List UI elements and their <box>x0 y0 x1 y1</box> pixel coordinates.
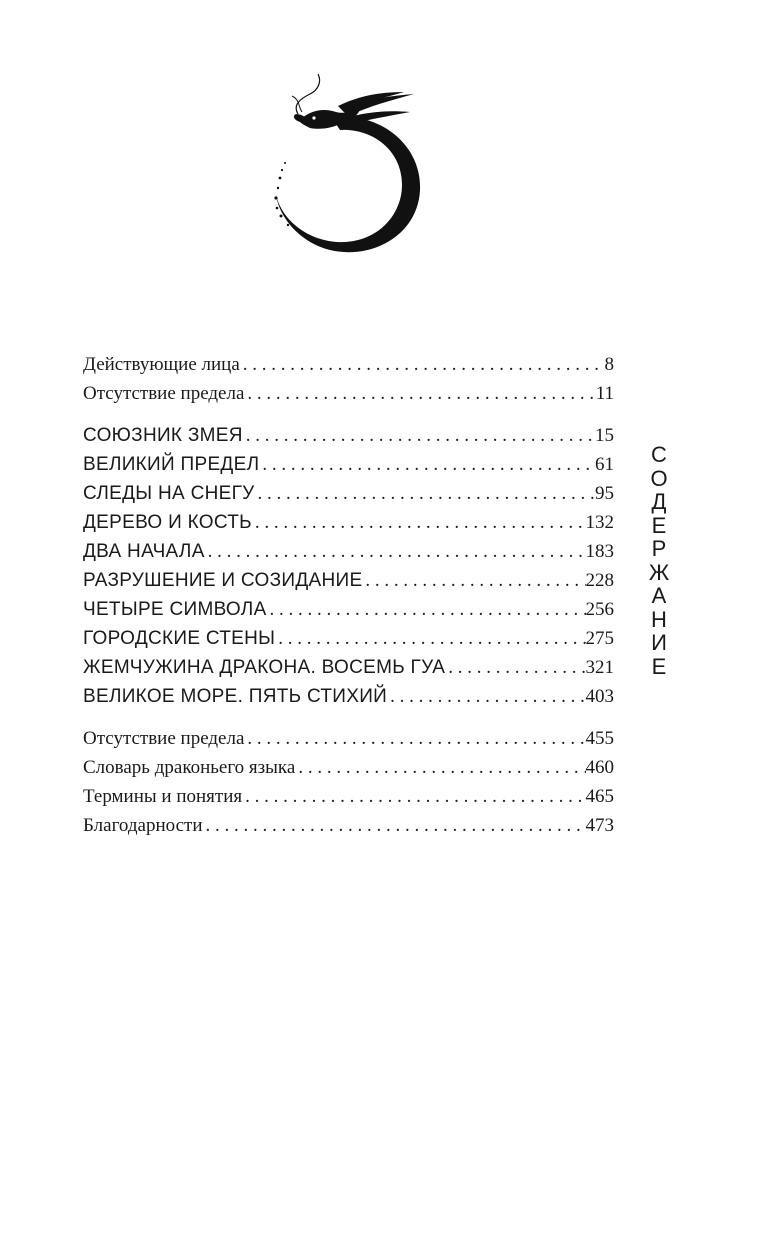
toc-entry-title: ВЕЛИКИЙ ПРЕДЕЛ <box>83 454 260 475</box>
toc-entry[interactable] <box>83 753 614 782</box>
toc-entry[interactable] <box>83 421 614 450</box>
toc-entry-page: 455 <box>585 728 614 749</box>
toc-entry-title: СОЮЗНИК ЗМЕЯ <box>83 425 243 446</box>
toc-entry-page: 11 <box>595 383 614 404</box>
toc-entry[interactable] <box>83 350 614 379</box>
toc-leader-dots <box>203 811 586 840</box>
toc-entry-page: 403 <box>585 686 614 707</box>
toc-entry[interactable] <box>83 566 614 595</box>
toc-entry[interactable] <box>83 479 614 508</box>
toc-back-matter <box>83 724 614 840</box>
toc-entry-title: ЖЕМЧУЖИНА ДРАКОНА. ВОСЕМЬ ГУА <box>83 657 446 678</box>
toc-entry-title: ДВА НАЧАЛА <box>83 541 205 562</box>
table-of-contents <box>83 350 614 840</box>
toc-leader-dots <box>267 595 586 624</box>
toc-entry-page: 473 <box>585 815 614 836</box>
toc-leader-dots <box>387 682 585 711</box>
dragon-ouroboros-icon <box>262 70 432 270</box>
toc-entry-page: 465 <box>585 786 614 807</box>
toc-leader-dots <box>244 724 585 753</box>
toc-entry-title: ЧЕТЫРЕ СИМВОЛА <box>83 599 267 620</box>
toc-leader-dots <box>255 479 595 508</box>
side-title-letter: С <box>651 442 667 467</box>
toc-entry-title: Словарь драконьего языка <box>83 757 296 778</box>
toc-entry[interactable] <box>83 379 614 408</box>
toc-leader-dots <box>252 508 586 537</box>
side-title-letter: О <box>650 465 668 491</box>
side-title-letter: Н <box>651 606 667 632</box>
toc-entry[interactable] <box>83 595 614 624</box>
toc-entry-page: 183 <box>585 541 614 562</box>
toc-leader-dots <box>244 379 595 408</box>
toc-entry-title: ВЕЛИКОЕ МОРЕ. ПЯТЬ СТИХИЙ <box>83 686 388 707</box>
toc-entry[interactable] <box>83 508 614 537</box>
toc-entry-page: 228 <box>585 570 614 591</box>
toc-entry[interactable] <box>83 682 614 711</box>
toc-entry-page: 61 <box>595 454 614 475</box>
toc-leader-dots <box>445 653 585 682</box>
toc-leader-dots <box>259 450 595 479</box>
toc-entry-page: 460 <box>585 757 614 778</box>
toc-entry-title: ГОРОДСКИЕ СТЕНЫ <box>83 628 276 649</box>
side-title-letter: Д <box>651 489 667 514</box>
side-title-letter: Е <box>651 653 667 679</box>
toc-entry-title: ДЕРЕВО И КОСТЬ <box>83 512 252 533</box>
toc-entry-page: 95 <box>595 483 614 504</box>
side-title-letter: Ж <box>648 559 670 585</box>
toc-chapters <box>83 421 614 711</box>
toc-entry[interactable] <box>83 724 614 753</box>
toc-entry[interactable] <box>83 653 614 682</box>
toc-leader-dots <box>362 566 585 595</box>
toc-entry[interactable] <box>83 811 614 840</box>
side-title-letter: А <box>651 583 667 608</box>
toc-entry-title: СЛЕДЫ НА СНЕГУ <box>83 483 255 504</box>
toc-entry-page: 132 <box>585 512 614 533</box>
toc-entry-title: РАЗРУШЕНИЕ И СОЗИДАНИЕ <box>83 570 363 591</box>
toc-entry-page: 275 <box>585 628 614 649</box>
toc-leader-dots <box>243 421 595 450</box>
toc-entry-title: Отсутствие предела <box>83 728 245 749</box>
toc-entry[interactable] <box>83 450 614 479</box>
side-title-letter: Е <box>651 512 667 538</box>
toc-entry[interactable] <box>83 624 614 653</box>
toc-entry-title: Благодарности <box>83 815 203 836</box>
toc-entry-page: 8 <box>604 354 614 375</box>
toc-leader-dots <box>240 350 605 379</box>
toc-leader-dots <box>275 624 585 653</box>
toc-leader-dots <box>242 782 585 811</box>
toc-entry-page: 321 <box>585 657 614 678</box>
toc-entry[interactable] <box>83 537 614 566</box>
toc-entry-title: Термины и понятия <box>83 786 243 807</box>
toc-entry-title: Действующие лица <box>83 354 240 375</box>
toc-front-matter <box>83 350 614 408</box>
toc-entry-page: 15 <box>595 425 614 446</box>
toc-leader-dots <box>205 537 586 566</box>
toc-entry-page: 256 <box>585 599 614 620</box>
contents-vertical-title <box>644 443 674 678</box>
side-title-letter: И <box>651 630 667 655</box>
toc-entry[interactable] <box>83 782 614 811</box>
side-title-letter: Р <box>651 536 667 561</box>
toc-entry-title: Отсутствие предела <box>83 383 245 404</box>
toc-leader-dots <box>295 753 585 782</box>
